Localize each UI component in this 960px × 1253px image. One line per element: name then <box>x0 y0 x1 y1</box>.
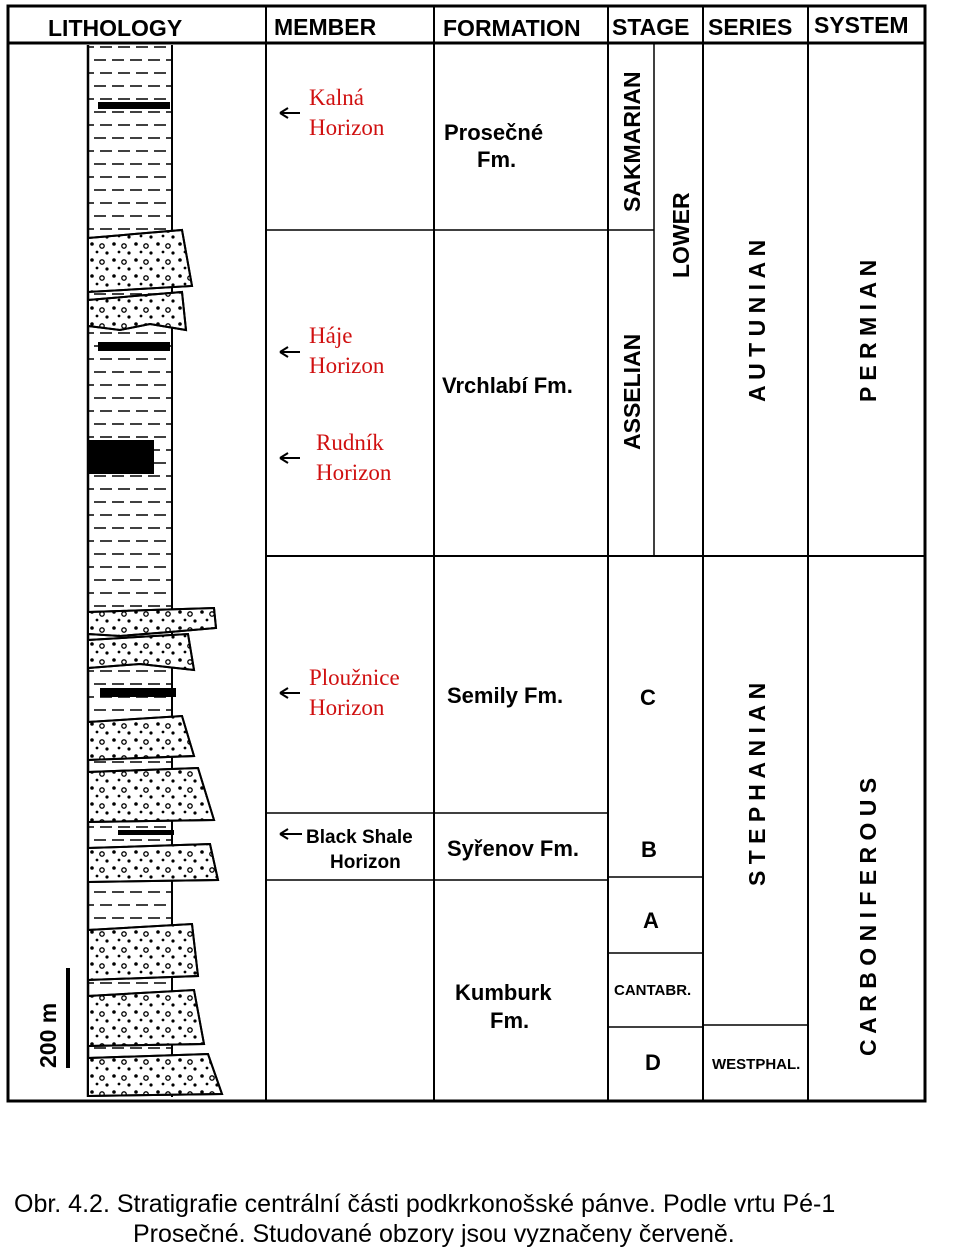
header-formation: FORMATION <box>443 15 581 41</box>
arrow-rudnik-icon <box>280 453 300 463</box>
stage-a: A <box>643 908 659 933</box>
header-series: SERIES <box>708 14 793 40</box>
member-kalna-2: Horizon <box>309 115 385 140</box>
member-kalna-1: Kalná <box>309 85 364 110</box>
series-stephanian: S T E P H A N I A N <box>744 682 770 886</box>
header-member: MEMBER <box>274 14 377 40</box>
member-haje-1: Háje <box>309 323 353 348</box>
member-plouznice-2: Horizon <box>309 695 385 720</box>
header-stage: STAGE <box>612 14 690 40</box>
member-column <box>280 85 413 873</box>
member-black-shale-2: Horizon <box>330 852 401 873</box>
member-plouznice-1: Ploužnice <box>309 665 400 690</box>
stage-c: C <box>640 685 656 710</box>
stage-sakmarian: SAKMARIAN <box>619 71 645 212</box>
formation-kumburk-2: Fm. <box>490 1008 530 1033</box>
arrow-kalna-icon <box>280 108 300 118</box>
stage-b: B <box>641 837 657 862</box>
formation-prosecne-1: Prosečné <box>444 120 544 145</box>
system-column <box>855 260 881 1056</box>
series-lower: LOWER <box>668 192 694 278</box>
arrow-black-shale-icon <box>280 829 302 839</box>
arrow-haje-icon <box>280 347 300 357</box>
caption-line-1: Obr. 4.2. Stratigrafie centrální části podkrkonošské pánve. Podle vrtu Pé-1 <box>14 1190 836 1218</box>
formation-column <box>442 120 579 1033</box>
series-westphal: WESTPHAL. <box>712 1056 801 1073</box>
stage-asselian: ASSELIAN <box>619 333 645 450</box>
system-permian: P E R M I A N <box>855 259 881 402</box>
formation-prosecne-2: Fm. <box>477 147 517 172</box>
header-system: SYSTEM <box>814 12 909 38</box>
stage-d: D <box>645 1050 661 1075</box>
member-haje-2: Horizon <box>309 353 385 378</box>
caption-line-2: Prosečné. Studované obzory jsou vyznačeny červeně. <box>133 1220 735 1248</box>
formation-vrchlabi: Vrchlabí Fm. <box>442 373 573 398</box>
lithology-column <box>35 45 222 1097</box>
arrow-plouznice-icon <box>280 688 300 698</box>
member-black-shale-1: Black Shale <box>306 827 413 848</box>
scale-label: 200 m <box>35 1002 61 1068</box>
member-rudnik-2: Horizon <box>316 460 392 485</box>
formation-semily: Semily Fm. <box>447 683 564 708</box>
system-carboniferous: C A R B O N I F E R O U S <box>855 777 881 1056</box>
stage-cantabr: CANTABR. <box>614 982 692 999</box>
formation-kumburk-1: Kumburk <box>455 980 552 1005</box>
formation-syrenov: Syřenov Fm. <box>447 836 580 861</box>
member-rudnik-1: Rudník <box>316 430 384 455</box>
series-column <box>668 192 800 1073</box>
series-autunian: A U T U N I A N <box>744 239 770 402</box>
header-lithology: LITHOLOGY <box>48 15 183 41</box>
